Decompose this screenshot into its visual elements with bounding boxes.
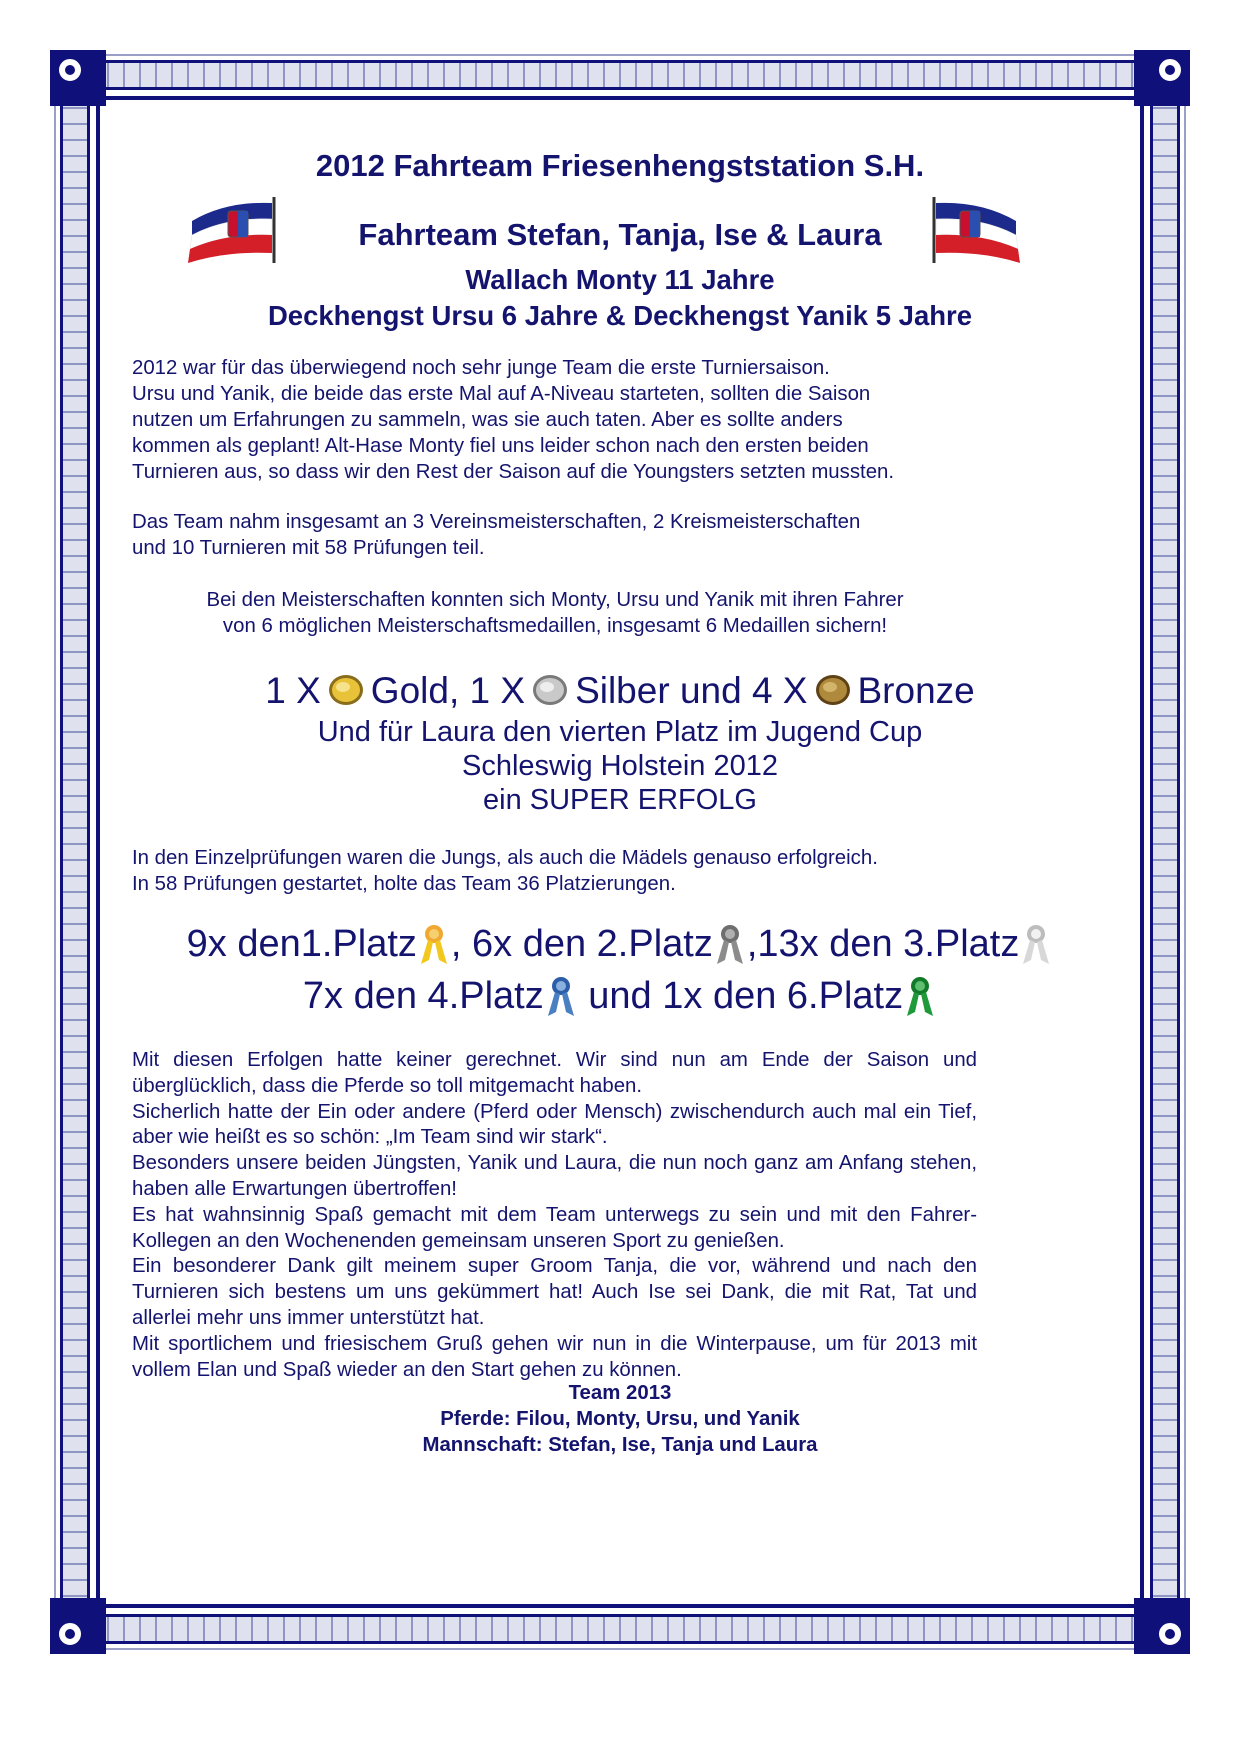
corner-ornament-bottom-left — [50, 1598, 106, 1654]
placing-sixth: und 1x den 6.Platz — [577, 975, 904, 1017]
laura-line-1: Und für Laura den vierten Platz im Jugend Cup — [317, 716, 923, 748]
text-line: Es hat wahnsinnig Spaß gemacht mit dem Team unterwegs zu sein und mit den Fahrer-Kollegen an den Wochenenden gemeinsam unseren Sport zu genießen. — [132, 1203, 977, 1252]
laura-achievement — [100, 715, 1140, 817]
text-line: nutzen um Erfahrungen zu sammeln, was sie auch taten. Aber es sollte anders — [132, 409, 843, 431]
text-line: Mit diesen Erfolgen hatte keiner gerechnet. Wir sind nun am Ende der Saison und überglücklich, dass die Pferde so toll mitgemacht haben. — [132, 1049, 977, 1097]
text-line: Turnieren aus, so dass wir den Rest der Saison auf die Youngsters setzten mussten. — [132, 461, 895, 483]
signature-block — [100, 1380, 1140, 1458]
corner-ornament-bottom-right — [1134, 1598, 1190, 1654]
placing-second: , 6x den 2.Platz — [450, 923, 713, 965]
signature-horses: Pferde: Filou, Monty, Ursu, und Yanik — [440, 1408, 800, 1430]
page-content — [100, 100, 1140, 1654]
placings-line-2 — [100, 970, 1140, 1022]
text-line: Bei den Meisterschaften konnten sich Monty, Ursu und Yanik mit ihren Fahrer — [206, 589, 904, 611]
gold-label: Gold, 1 X — [370, 670, 526, 711]
silver-medal-icon — [531, 673, 569, 707]
placing-first: 9x den1.Platz — [186, 923, 417, 965]
blue-rosette-icon — [544, 976, 578, 1016]
border-top-band — [90, 60, 1150, 90]
horse-line-stallions: Deckhengst Ursu 6 Jahre & Deckhengst Yanik 5 Jahre — [267, 300, 973, 331]
grey-rosette-icon — [713, 924, 747, 964]
horses-heading — [100, 262, 1140, 334]
text-line: und 10 Turnieren mit 58 Prüfungen teil. — [132, 537, 485, 559]
gold-count: 1 X — [265, 670, 321, 711]
corner-ornament-top-left — [50, 50, 106, 106]
medal-summary — [100, 670, 1140, 713]
text-line: Das Team nahm insgesamt an 3 Vereinsmeisterschaften, 2 Kreismeisterschaften — [132, 511, 861, 533]
text-line: Ein besonderer Dank gilt meinem super Groom Tanja, die vor, während und nach den Turnieren sich bestens um uns gekümmert hat! Auch Ise sei Dank, die mit Rat, Tat und allerlei mehr uns immer unterstützt hat. — [132, 1255, 977, 1329]
green-rosette-icon — [903, 976, 937, 1016]
stats-paragraph — [132, 509, 1012, 561]
team-heading: Fahrteam Stefan, Tanja, Ise & Laura — [358, 217, 882, 252]
text-line: kommen als geplant! Alt-Hase Monty fiel uns leider schon nach den ersten beiden — [132, 435, 869, 457]
text-line: 2012 war für das überwiegend noch sehr junge Team die erste Turniersaison. — [132, 357, 830, 379]
page-title: 2012 Fahrteam Friesenhengststation S.H. — [315, 148, 925, 183]
text-line: Besonders unsere beiden Jüngsten, Yanik und Laura, die nun noch ganz am Anfang stehen, haben alle Erwartungen übertroffen! — [132, 1152, 977, 1200]
yellow-rosette-icon — [417, 924, 451, 964]
signature-crew: Mannschaft: Stefan, Ise, Tanja und Laura — [422, 1434, 818, 1456]
laura-line-2: Schleswig Holstein 2012 — [462, 750, 778, 782]
silver-label: Silber und 4 X — [575, 670, 808, 711]
individual-paragraph — [132, 845, 1012, 897]
placing-fourth: 7x den 4.Platz — [302, 975, 544, 1017]
text-line: Sicherlich hatte der Ein oder andere (Pferd oder Mensch) zwischendurch auch mal ein Tief, aber wie heißt es so schön: „Im Team sind wir stark“. — [132, 1100, 977, 1149]
bronze-medal-icon — [814, 673, 852, 707]
championships-paragraph — [100, 587, 1010, 639]
signature-team: Team 2013 — [568, 1382, 672, 1404]
placings-line-1 — [100, 918, 1140, 970]
text-line: In 58 Prüfungen gestartet, holte das Team 36 Platzierungen. — [132, 873, 676, 895]
white-rosette-icon — [1019, 924, 1053, 964]
team-heading-row — [100, 195, 1140, 265]
border-left-band — [60, 90, 90, 1614]
bronze-label: Bronze — [857, 670, 975, 711]
placings-summary — [100, 918, 1140, 1022]
placing-third: ,13x den 3.Platz — [746, 923, 1020, 965]
horse-line-monty: Wallach Monty 11 Jahre — [465, 264, 775, 295]
schleswig-holstein-flag-icon — [926, 195, 1022, 265]
corner-ornament-top-right — [1134, 50, 1190, 106]
border-right-band — [1150, 90, 1180, 1614]
text-line: In den Einzelprüfungen waren die Jungs, als auch die Mädels genauso erfolgreich. — [132, 847, 878, 869]
gold-medal-icon — [327, 673, 365, 707]
intro-paragraph — [132, 355, 1012, 485]
text-line: Mit sportlichem und friesischem Gruß gehen wir nun in die Winterpause, um für 2013 mit vollem Elan und Spaß wieder an den Start gehen zu können. — [132, 1332, 977, 1381]
laura-line-3: ein SUPER ERFOLG — [483, 784, 757, 816]
closing-paragraph — [132, 1048, 977, 1383]
text-line: von 6 möglichen Meisterschaftsmedaillen, insgesamt 6 Medaillen sichern! — [222, 615, 888, 637]
text-line: Ursu und Yanik, die beide das erste Mal auf A-Niveau starteten, sollten die Saison — [132, 383, 871, 405]
